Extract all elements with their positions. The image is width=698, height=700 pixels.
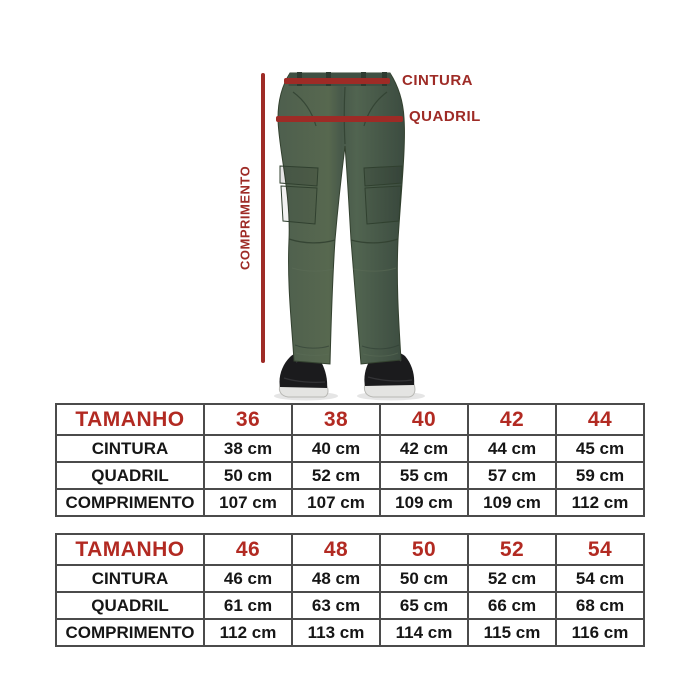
pants-figure <box>230 40 480 402</box>
table2-row-comprimento <box>56 619 644 646</box>
value-cell: 114 cm <box>380 619 468 646</box>
cintura-label: CINTURA <box>402 72 473 89</box>
quadril-measure-line <box>276 116 403 122</box>
table1-size-cell: 42 <box>468 404 556 435</box>
table2-row-quadril <box>56 592 644 619</box>
table1-size-cell: 44 <box>556 404 644 435</box>
cargo-pocket-right <box>364 166 402 224</box>
value-cell: 66 cm <box>468 592 556 619</box>
value-cell: 48 cm <box>292 565 380 592</box>
table2-row-cintura <box>56 565 644 592</box>
cargo-pocket-left <box>280 166 318 224</box>
value-cell: 50 cm <box>380 565 468 592</box>
table1-size-cell: 36 <box>204 404 292 435</box>
table1-row-comprimento <box>56 489 644 516</box>
value-cell: 113 cm <box>292 619 380 646</box>
value-cell: 65 cm <box>380 592 468 619</box>
value-cell: 61 cm <box>204 592 292 619</box>
value-cell: 59 cm <box>556 462 644 489</box>
row-label-cell: COMPRIMENTO <box>56 489 204 516</box>
value-cell: 46 cm <box>204 565 292 592</box>
row-label-cell: CINTURA <box>56 435 204 462</box>
value-cell: 107 cm <box>204 489 292 516</box>
table2-size-cell: 48 <box>292 534 380 565</box>
comprimento-label: COMPRIMENTO <box>237 165 253 271</box>
value-cell: 57 cm <box>468 462 556 489</box>
table2-size-cell: 54 <box>556 534 644 565</box>
value-cell: 55 cm <box>380 462 468 489</box>
value-cell: 52 cm <box>468 565 556 592</box>
row-label-cell: CINTURA <box>56 565 204 592</box>
table2-size-cell: 52 <box>468 534 556 565</box>
table2-size-header-label: TAMANHO <box>56 534 204 565</box>
value-cell: 112 cm <box>556 489 644 516</box>
value-cell: 50 cm <box>204 462 292 489</box>
value-cell: 52 cm <box>292 462 380 489</box>
row-label-cell: QUADRIL <box>56 592 204 619</box>
value-cell: 44 cm <box>468 435 556 462</box>
value-cell: 63 cm <box>292 592 380 619</box>
value-cell: 42 cm <box>380 435 468 462</box>
value-cell: 54 cm <box>556 565 644 592</box>
value-cell: 109 cm <box>468 489 556 516</box>
value-cell: 107 cm <box>292 489 380 516</box>
comprimento-measure-line <box>261 73 265 363</box>
size-table-1 <box>55 403 645 517</box>
value-cell: 40 cm <box>292 435 380 462</box>
row-label-cell: QUADRIL <box>56 462 204 489</box>
table2-size-cell: 46 <box>204 534 292 565</box>
table1-size-cell: 38 <box>292 404 380 435</box>
value-cell: 68 cm <box>556 592 644 619</box>
value-cell: 112 cm <box>204 619 292 646</box>
table2-header-row <box>56 534 644 565</box>
value-cell: 109 cm <box>380 489 468 516</box>
quadril-label: QUADRIL <box>409 108 481 125</box>
table1-size-header-label: TAMANHO <box>56 404 204 435</box>
cintura-measure-line <box>284 78 390 84</box>
table1-row-quadril <box>56 462 644 489</box>
value-cell: 116 cm <box>556 619 644 646</box>
value-cell: 115 cm <box>468 619 556 646</box>
table1-row-cintura <box>56 435 644 462</box>
value-cell: 45 cm <box>556 435 644 462</box>
size-table-2 <box>55 533 645 647</box>
table1-header-row <box>56 404 644 435</box>
row-label-cell: COMPRIMENTO <box>56 619 204 646</box>
table1-size-cell: 40 <box>380 404 468 435</box>
value-cell: 38 cm <box>204 435 292 462</box>
table2-size-cell: 50 <box>380 534 468 565</box>
